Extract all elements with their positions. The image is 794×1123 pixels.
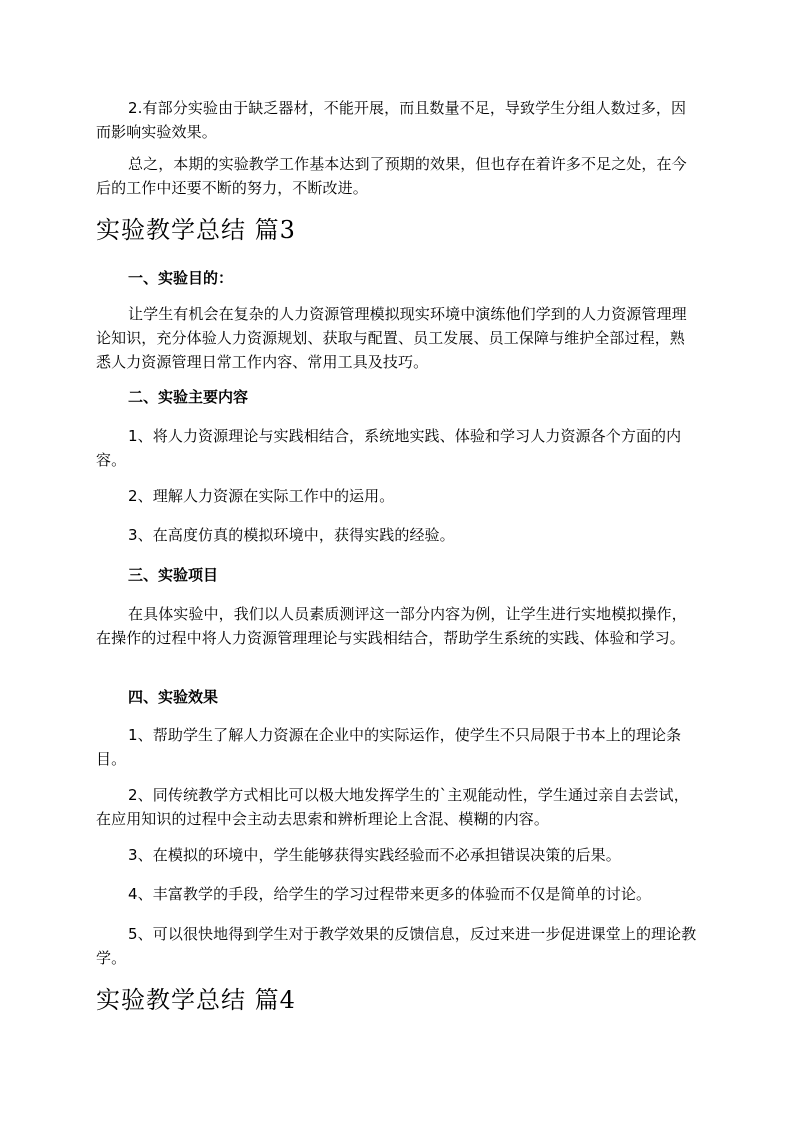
paragraph-content-1: 1、将人力资源理论与实践相结合，系统地实践、体验和学习人力资源各个方面的内容。 bbox=[96, 427, 682, 469]
paragraph-purpose: 让学生有机会在复杂的人力资源管理模拟现实环境中演练他们学到的人力资源管理理论知识，充分体验人力资源规划、获取与配置、员工发展、员工保障与维护全部过程，熟悉人力资源管理日常工作内容、常用工具及技巧。 bbox=[96, 305, 687, 371]
paragraph-content-3: 3、在高度仿真的模拟环境中，获得实践的经验。 bbox=[128, 526, 455, 544]
paragraph-conclusion: 总之，本期的实验教学工作基本达到了预期的效果，但也存在着许多不足之处，在今后的工作中还要不断的努力，不断改进。 bbox=[96, 155, 687, 197]
paragraph-content-2: 2、理解人力资源在实际工作中的运用。 bbox=[128, 487, 395, 505]
paragraph-effect-2: 2、同传统教学方式相比可以极大地发挥学生的`主观能动性，学生通过亲自去尝试，在应用知识的过程中会主动去思索和辨析理论上含混、模糊的内容。 bbox=[96, 786, 689, 828]
paragraph-effect-1: 1、帮助学生了解人力资源在企业中的实际运作，使学生不只局限于书本上的理论条目。 bbox=[96, 726, 682, 768]
paragraph-effect-5: 5、可以很快地得到学生对于教学效果的反馈信息，反过来进一步促进课堂上的理论教学。 bbox=[96, 925, 697, 967]
subheading-experiment-purpose: 一、实验目的： bbox=[128, 269, 234, 287]
subheading-experiment-project: 三、实验项目 bbox=[128, 566, 219, 584]
paragraph-project: 在具体实验中，我们以人员素质测评这一部分内容为例，让学生进行实地模拟操作，在操作的过程中将人力资源管理理论与实践相结合，帮助学生系统的实践、体验和学习。 bbox=[96, 605, 687, 647]
paragraph-effect-3: 3、在模拟的环境中，学生能够获得实践经验而不必承担错误决策的后果。 bbox=[128, 846, 621, 864]
subheading-experiment-effect: 四、实验效果 bbox=[128, 688, 219, 706]
paragraph-effect-4: 4、丰富教学的手段，给学生的学习过程带来更多的体验而不仅是简单的讨论。 bbox=[128, 885, 652, 903]
paragraph-equipment-shortage: 2.有部分实验由于缺乏器材，不能开展，而且数量不足，导致学生分组人数过多，因而影响实验效果。 bbox=[96, 99, 687, 141]
section-heading-3: 实验教学总结 篇3 bbox=[96, 216, 296, 244]
subheading-main-content: 二、实验主要内容 bbox=[128, 388, 249, 406]
section-heading-4: 实验教学总结 篇4 bbox=[96, 986, 296, 1014]
